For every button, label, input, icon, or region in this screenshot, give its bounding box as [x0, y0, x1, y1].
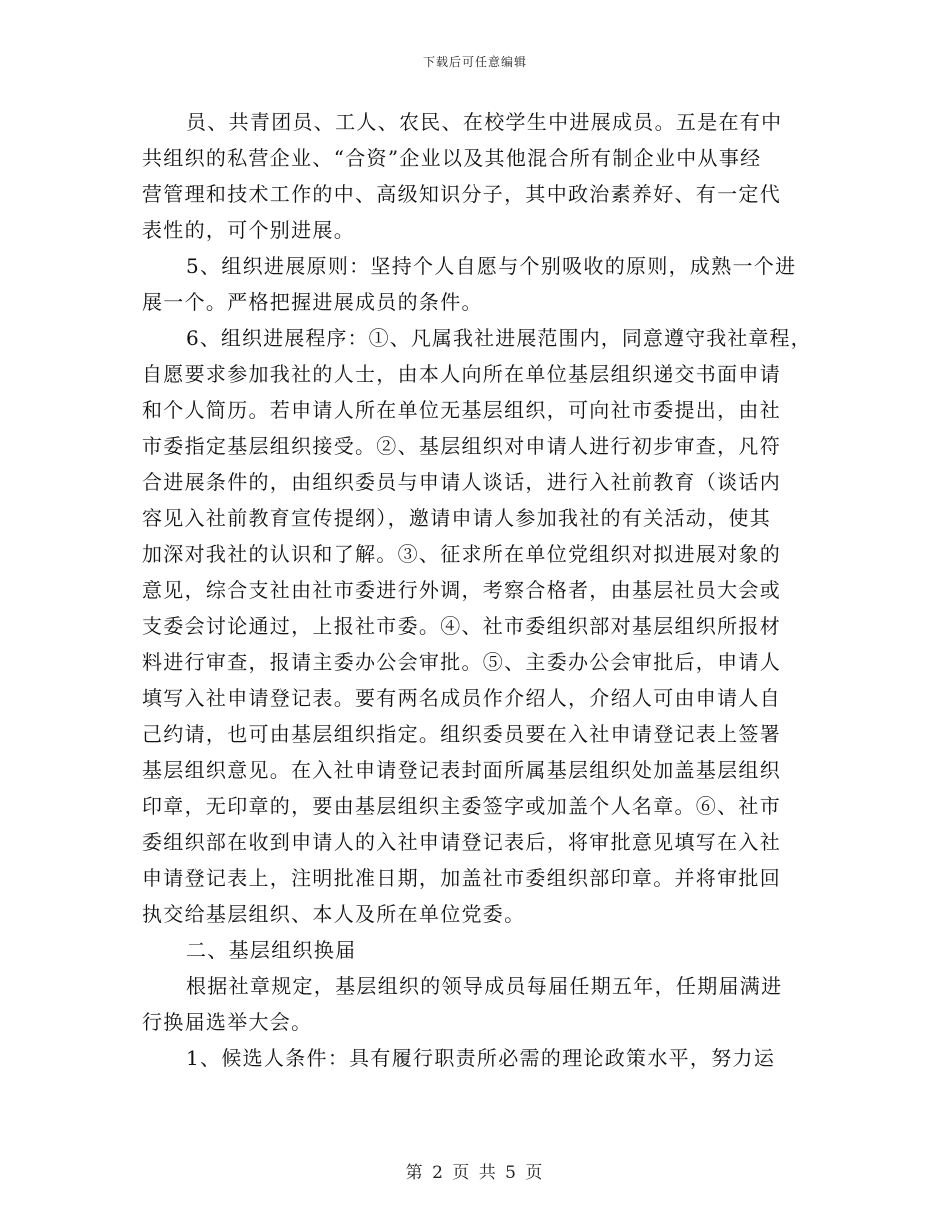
paragraph-line: 展一个。严格把握进展成员的条件。: [142, 290, 483, 314]
paragraph-line: 意见，综合支社由社市委进行外调，考察合格者，由基层社员大会或: [142, 578, 781, 602]
paragraph-line: 营管理和技术工作的中、高级知识分子，其中政治素养好、有一定代: [142, 182, 781, 206]
paragraph-line: 共组织的私营企业、“合资”企业以及其他混合所有制企业中从事经: [142, 146, 762, 170]
paragraph-line: 行换届选举大会。: [142, 1010, 313, 1034]
paragraph-line: 1、候选人条件：具有履行职责所必需的理论政策水平，努力运: [186, 1046, 776, 1070]
paragraph-line: 支委会讨论通过，上报社市委。④、社市委组织部对基层组织所报材: [142, 614, 781, 638]
paragraph-line: 加深对我社的认识和了解。③、征求所在单位党组织对拟进展对象的: [142, 542, 781, 566]
paragraph-line: 自愿要求参加我社的人士，由本人向所在单位基层组织递交书面申请: [142, 362, 781, 386]
paragraph-line: 委组织部在收到申请人的入社申请登记表后，将审批意见填写在入社: [142, 830, 781, 854]
paragraph-line: 5、组织进展原则：坚持个人自愿与个别吸收的原则，成熟一个进: [186, 254, 797, 278]
section-heading: 二、基层组织换届: [186, 938, 357, 962]
paragraph-line: 容见入社前教育宣传提纲），邀请申请人参加我社的有关活动，使其: [142, 506, 771, 530]
paragraph-line: 市委指定基层组织接受。②、基层组织对申请人进行初步审查，凡符: [142, 434, 781, 458]
paragraph-line: 填写入社申请登记表。要有两名成员作介绍人，介绍人可由申请人自: [142, 686, 781, 710]
page-header: 下载后可任意编辑: [422, 55, 527, 69]
paragraph-line: 员、共青团员、工人、农民、在校学生中进展成员。五是在有中: [186, 110, 783, 134]
paragraph-line: 和个人简历。若申请人所在单位无基层组织，可向社市委提出，由社: [142, 398, 781, 422]
paragraph-line: 表性的，可个别进展。: [142, 218, 355, 242]
paragraph-line: 料进行审查，报请主委办公会审批。⑤、主委办公会审批后，申请人: [142, 650, 781, 674]
paragraph-line: 合进展条件的，由组织委员与申请人谈话，进行入社前教育（谈话内: [142, 470, 781, 494]
paragraph-line: 己约请，也可由基层组织指定。组织委员要在入社申请登记表上签署: [142, 722, 781, 746]
page-footer: 第 2 页 共 5 页: [405, 1163, 545, 1183]
paragraph-line: 印章，无印章的，要由基层组织主委签字或加盖个人名章。⑥、社市: [142, 794, 781, 818]
paragraph-line: 执交给基层组织、本人及所在单位党委。: [142, 902, 526, 926]
paragraph-line: 申请登记表上，注明批准日期，加盖社市委组织部印章。并将审批回: [142, 866, 781, 890]
paragraph-line: 基层组织意见。在入社申请登记表封面所属基层组织处加盖基层组织: [142, 758, 781, 782]
paragraph-line: 6、组织进展程序：①、凡属我社进展范围内，同意遵守我社章程，: [186, 326, 812, 350]
paragraph-line: 根据社章规定，基层组织的领导成员每届任期五年，任期届满进: [186, 974, 783, 998]
